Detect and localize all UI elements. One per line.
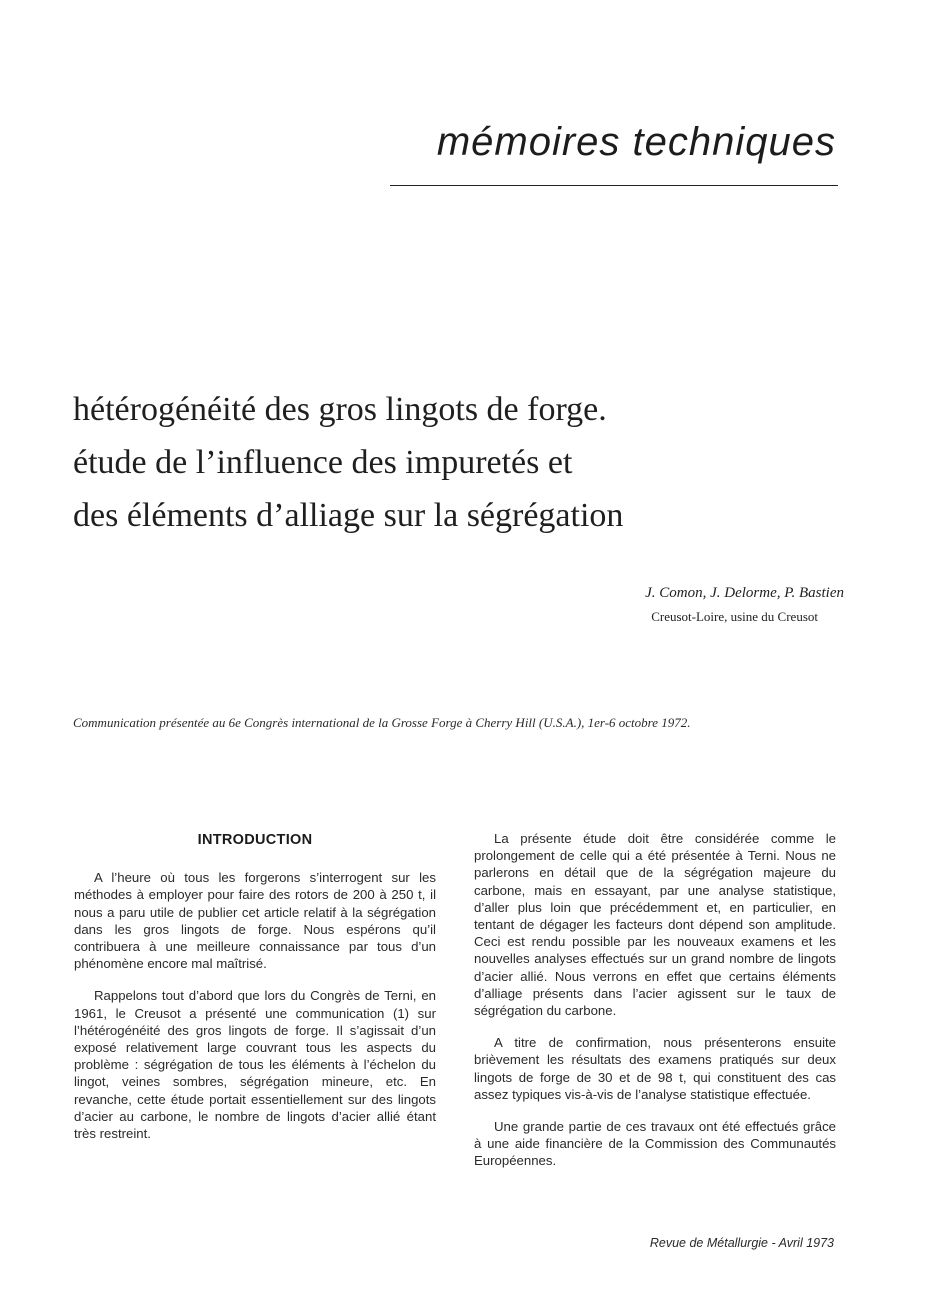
- article-title: [73, 383, 793, 542]
- article-title-line: des éléments d’alliage sur la ségrégation: [73, 497, 624, 534]
- paragraph: A l’heure où tous les forgerons s’interrogent sur les méthodes à employer pour faire des rotors de 200 à 250 t, il nous a paru utile de publier cet article relatif à la ségrégation dans les gros lingots de forge. Nous espérons qu’il contribuera à une meilleure connaissance par tous d’un phénomène encore mal maîtrisé.: [74, 870, 436, 972]
- section-title: mémoires techniques: [436, 120, 836, 164]
- article-title-line: hétérogénéité des gros lingots de forge.: [73, 391, 607, 428]
- left-column: [74, 830, 436, 1157]
- journal-footer: Revue de Métallurgie - Avril 1973: [649, 1236, 834, 1250]
- paragraph: Une grande partie de ces travaux ont été effectués grâce à une aide financière de la Commission des Communautés Européennes.: [474, 1119, 836, 1169]
- paragraph: La présente étude doit être considérée comme le prolongement de celle qui a été présentée à Terni. Nous ne parlerons en détail que de la ségrégation majeure du carbone, mais en essayant, par une analyse statistique, d’aller plus loin que précédemment et, en particulier, en tentant de dégager les facteurs dont dépend son amplitude. Ceci est rendu possible par les nouveaux examens et les nouvelles analyses effectués sur un grand nombre de lingots d’acier allié. Nous verrons en effet que certains éléments d’alliage présents dans l’acier agissent sur le taux de ségrégation du carbone.: [474, 831, 836, 1019]
- paragraph: Rappelons tout d’abord que lors du Congrès de Terni, en 1961, le Creusot a présenté une communication (1) sur l’hétérogénéité des gros lingots de forge. Il s’agissait d’un exposé relativement large couvrant tous les aspects du problème : ségrégation de tous les éléments à l’échelon du lingot, veines sombres, ségrégation mineure, etc. En revanche, cette étude portait essentiellement sur des lingots d’acier au carbone, le nombre de lingots d’acier allié étant très restreint.: [74, 988, 436, 1142]
- affiliation: Creusot-Loire, usine du Creusot: [651, 609, 818, 624]
- communication-note: Communication présentée au 6e Congrès international de la Grosse Forge à Cherry Hill (U.S.A.), 1er-6 octobre 1972.: [73, 715, 691, 730]
- paragraph: A titre de confirmation, nous présenterons ensuite brièvement les résultats des examens pratiqués sur deux lingots de forge de 30 et de 98 t, qui constituent des cas assez typiques vis-à-vis de l’analyse statistique effectuée.: [474, 1035, 836, 1102]
- authors: J. Comon, J. Delorme, P. Bastien: [645, 585, 844, 601]
- right-column: [474, 830, 836, 1185]
- article-title-line: étude de l’influence des impuretés et: [73, 444, 573, 481]
- section-title-rule: [390, 185, 838, 186]
- section-heading-introduction: INTRODUCTION: [197, 832, 313, 848]
